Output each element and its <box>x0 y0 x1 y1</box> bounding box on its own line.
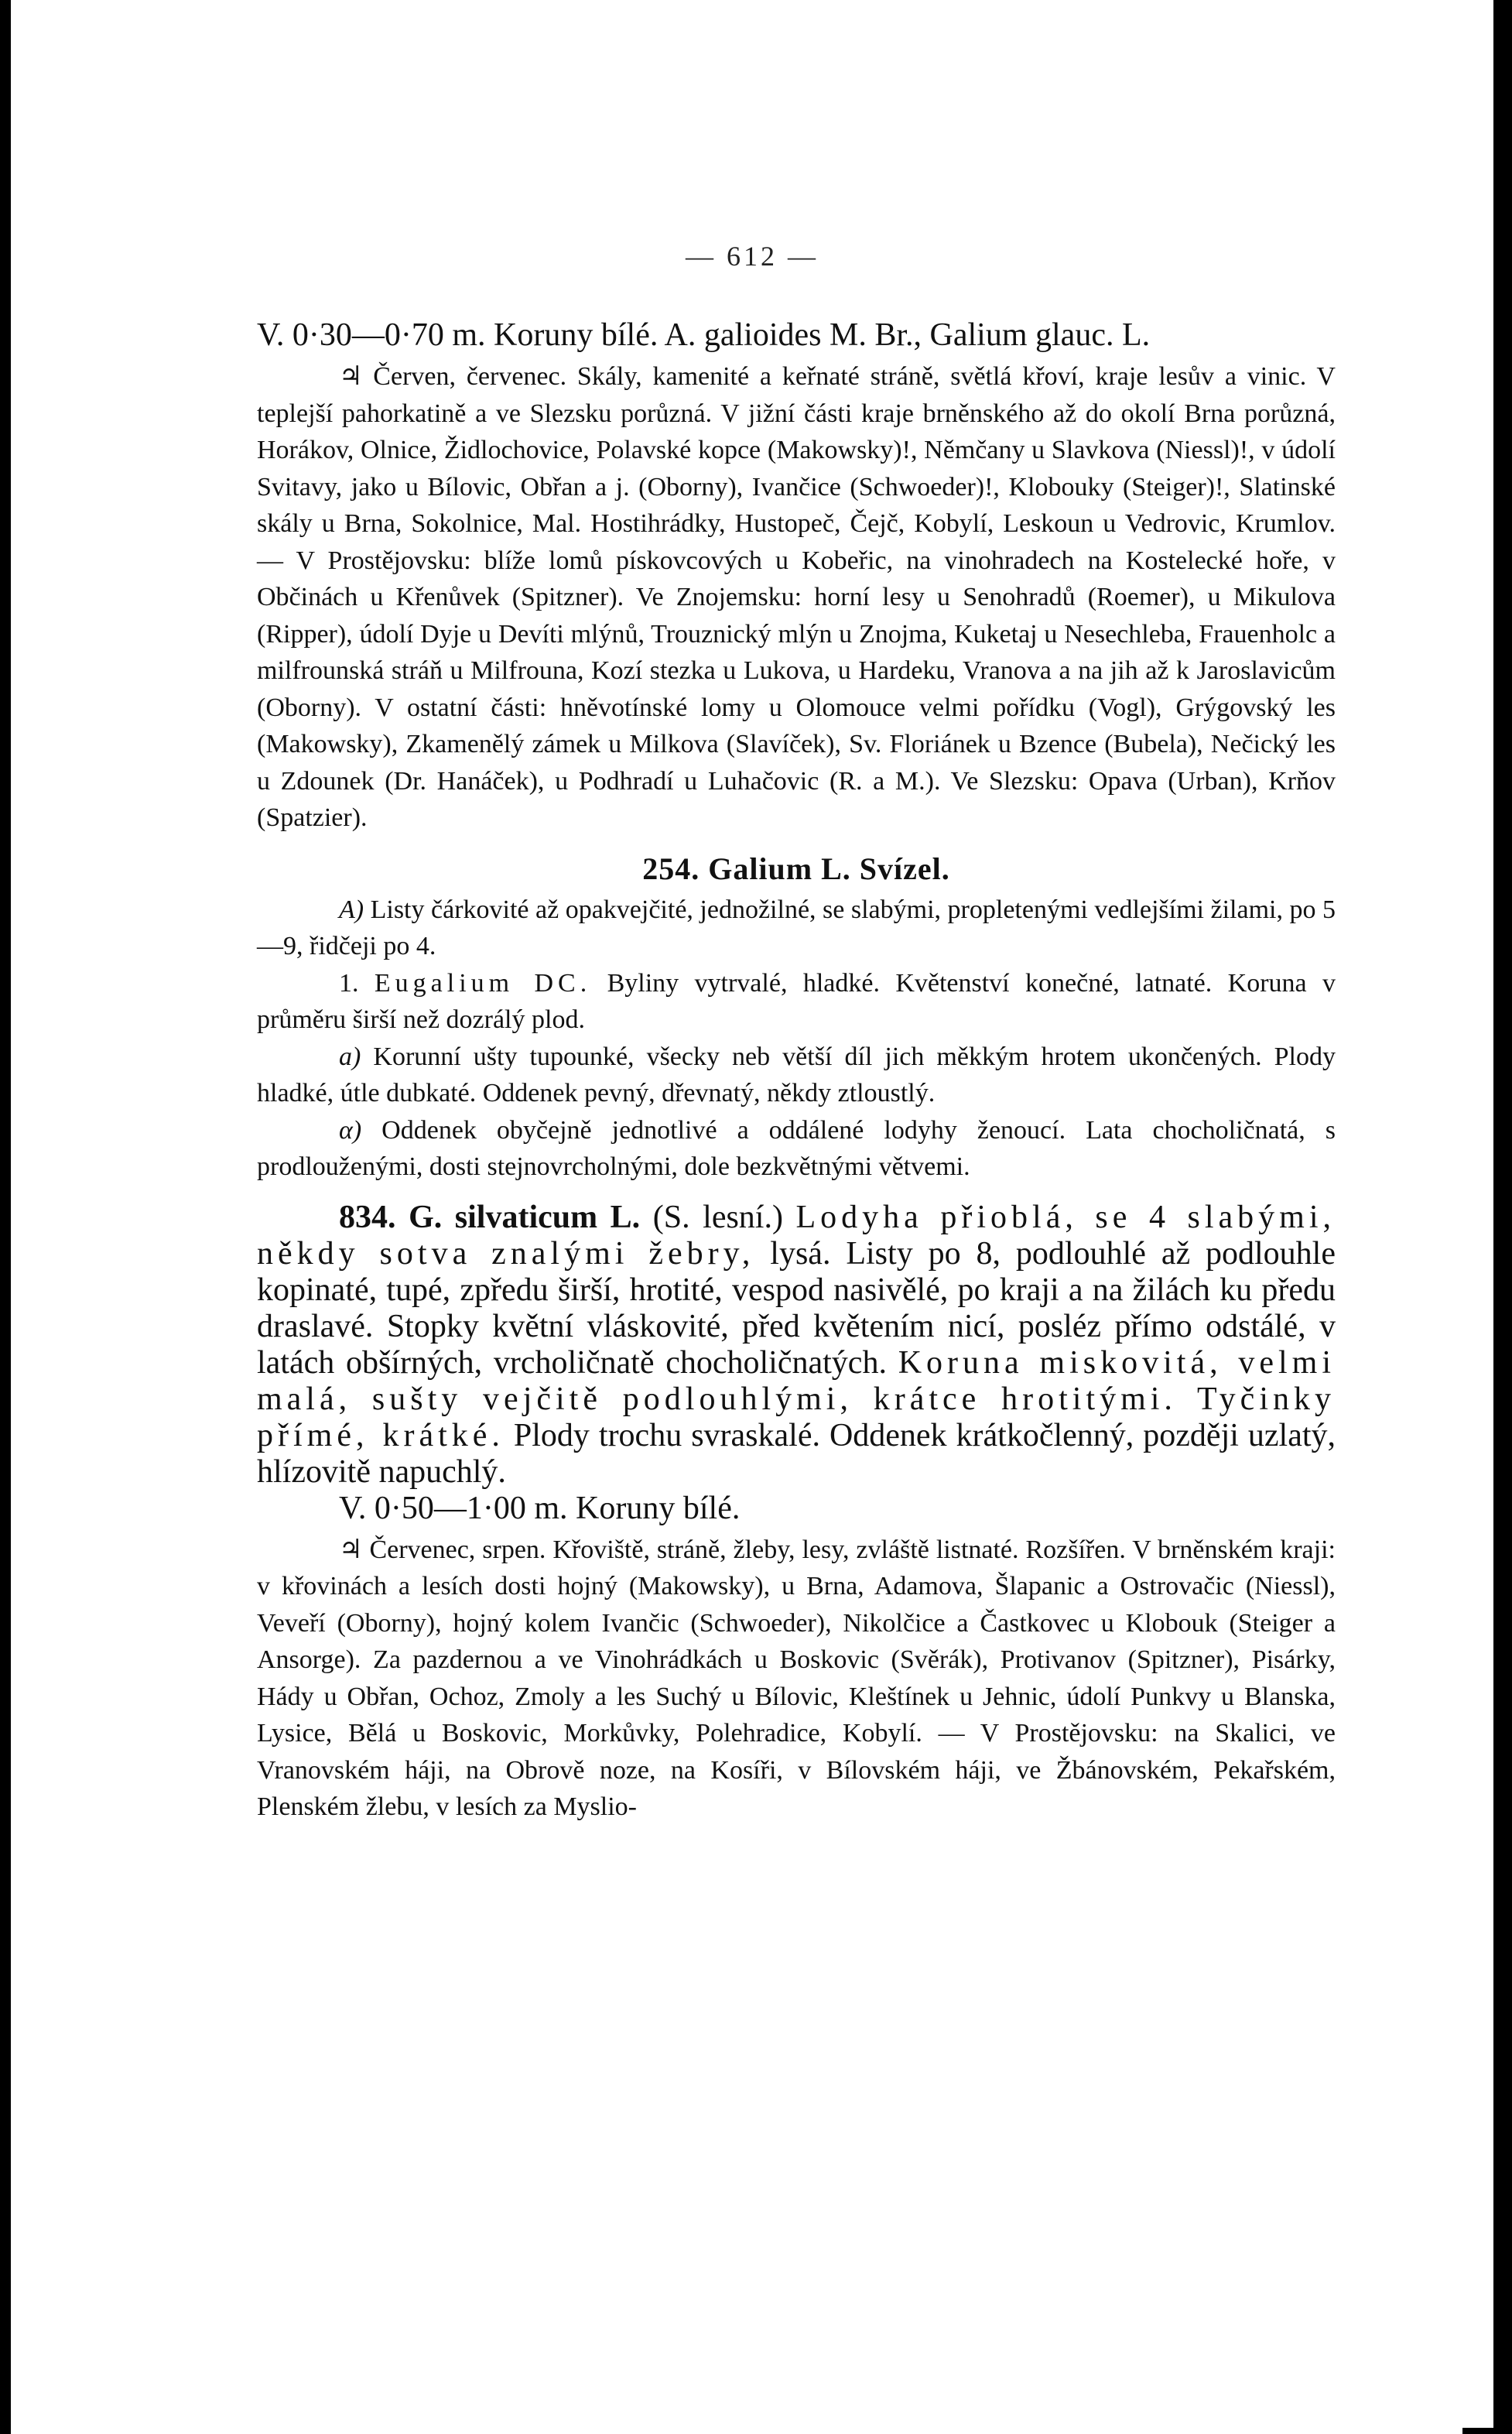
page-number: — 612 — <box>686 241 819 272</box>
species-entry: 834. G. silvaticum L. (S. lesní.) Lodyha přioblá, se 4 slabými, někdy sotva znalými žebry, lysá. Listy po 8, podlouhlé až podlouhle kopinaté, tupé, zpředu širší, hrotité, vespod nasivělé, po kraji a na žilách ku předu draslavé. Stopky květní vláskovité, před květením nicí, posléz přímo odstálé, v latách obšírných, vrcholičnatě chocholičnatých. Koruna miskovitá, velmi malá, sušty vejčitě podlouhlými, krátce hrotitými. Tyčinky přímé, krátké. Plody trochu svraskalé. Oddenek krátkočlenný, později uzlatý, hlízovitě napuchlý. <box>257 1199 1336 1490</box>
key-1: 1. Eugalium DC. Byliny vytrvalé, hladké. Květenství konečné, latnaté. Koruna v průměru širší než dozrálý plod. <box>257 968 1336 1034</box>
species-size: V. 0·50—1·00 m. Koruny bílé. <box>339 1490 741 1526</box>
document-page <box>11 0 1493 2434</box>
key-alpha: α) Oddenek obyčejně jednotlivé a oddálené lodyhy ženoucí. Lata chocholičnatá, s prodlouženými, dosti stejnovrcholnými, dole bezkvětnými větvemi. <box>257 1115 1336 1181</box>
paragraph-distribution-1: ♃ Červen, červenec. Skály, kamenité a keřnaté stráně, světlá křoví, kraje lesův a vinic. V teplejší pahorkatině a ve Slezsku porůzná. V jižní části kraje brněnského až do okolí Brna porůzná, Horákov, Olnice, Židlochovice, Polavské kopce (Makowsky)!, Němčany u Slavkova (Niessl)!, v údolí Svitavy, jako u Bílovic, Obřan a j. (Oborny), Ivančice (Schwoeder)!, Klobouky (Steiger)!, Slatinské skály u Brna, Sokolnice, Mal. Hostihrádky, Hustopeč, Čejč, Kobylí, Leskoun u Vedrovic, Krumlov. — V Prostějovsku: blíže lomů pískovcových u Kobeřic, na vinohradech na Kostelecké hoře, v Občinách u Křenůvek (Spitzner). Ve Znojemsku: horní lesy u Senohradů (Roemer), u Mikulova (Ripper), údolí Dyje u Devíti mlýnů, Trouznický mlýn u Znojma, Kuketaj u Nesechleba, Frauenholc a milfrounská stráň u Milfrouna, Kozí stezka u Lukova, u Hardeku, Vranova a na jih až k Jaroslavicům (Oborny). V ostatní části: hněvotínské lomy u Olomouce velmi pořídku (Vogl), Grýgovský les (Makowsky), Zkamenělý zámek u Milkova (Slavíček), Sv. Floriánek u Bzence (Bubela), Nečický les u Zdounek (Dr. Hanáček), u Podhradí u Luhačovic (R. a M.). Ve Slezsku: Opava (Urban), Krňov (Spatzier). <box>257 362 1336 832</box>
scan-edge-mark <box>1462 2428 1493 2434</box>
genus-heading: 254. Galium L. Svízel. <box>642 851 950 886</box>
key-alpha-a: a) Korunní ušty tupounké, všecky neb větší díl jich měkkým hrotem ukončených. Plody hladké, útle dubkaté. Oddenek pevný, dřevnatý, někdy ztloustlý. <box>257 1042 1336 1107</box>
paragraph-distribution-2: ♃ Červenec, srpen. Křoviště, stráně, žleby, lesy, zvláště listnaté. Rozšířen. V brněnském kraji: v křovinách a lesích dosti hojný (Makowsky), u Brna, Adamova, Šlapanic a Ostrovačic (Niessl), Veveří (Oborny), hojný kolem Ivančic (Schwoeder), Nikolčice a Častkovec u Klobouk (Steiger a Ansorge). Za pazdernou a ve Vinohrádkách u Boskovic (Svěrák), Protivanov (Spitzner), Pisárky, Hády u Obřan, Ochoz, Zmoly a les Suchý u Bílovic, Kleštínek u Jehnic, údolí Punkvy u Blanska, Lysice, Bělá u Boskovic, Morkůvky, Polehradice, Kobylí. — V Prostějovsku: na Skalici, ve Vranovském háji, na Obrově noze, na Kosíři, v Bílovském háji, ve Žbánovském, Pekařském, Plenském žlebu, v lesích za Myslio- <box>257 1535 1336 1821</box>
text-block <box>257 317 1336 1826</box>
key-a: A) Listy čárkovité až opakvejčité, jednožilné, se slabými, propletenými vedlejšími žilami, po 5—9, řidčeji po 4. <box>257 895 1336 960</box>
paragraph-galium-prev-head: V. 0·30—0·70 m. Koruny bílé. A. galioides M. Br., Galium glauc. L. <box>257 317 1151 353</box>
